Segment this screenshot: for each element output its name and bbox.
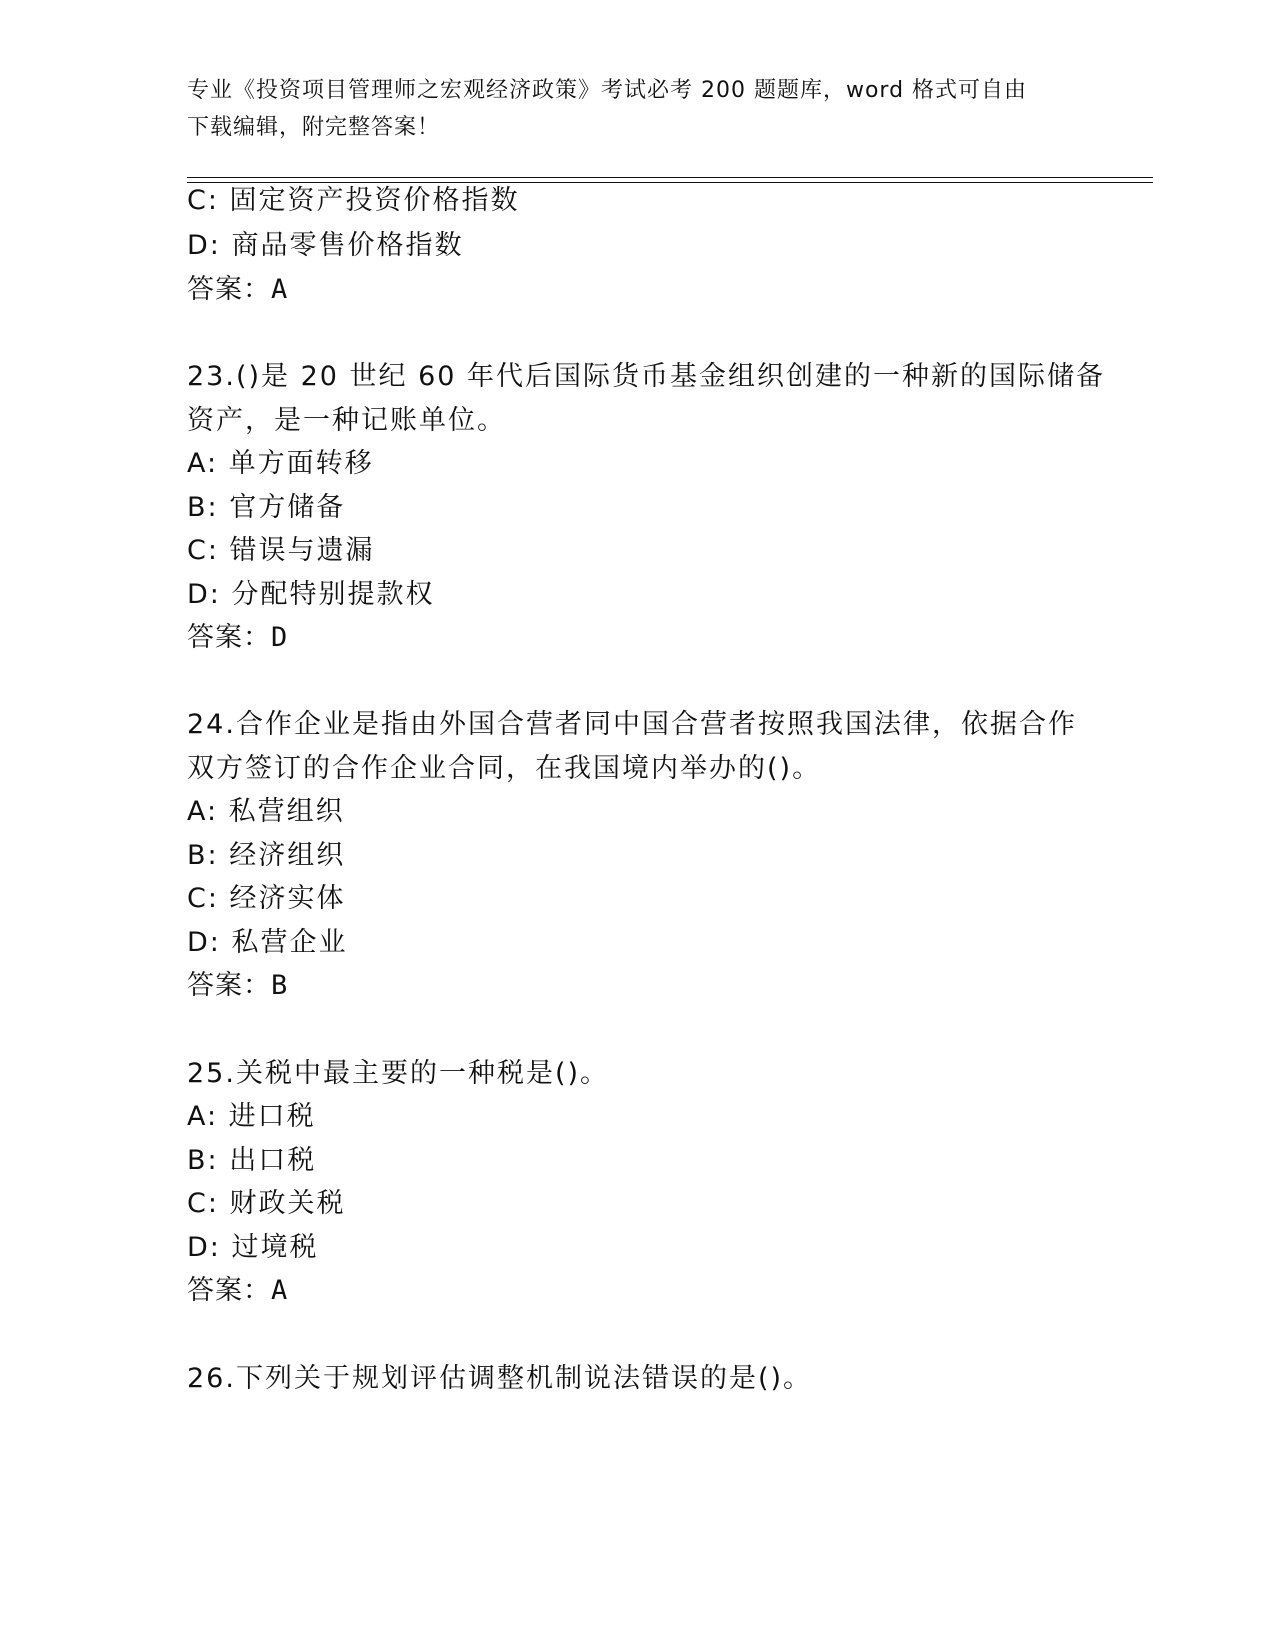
q23-option-d: D: 分配特别提款权	[187, 579, 435, 610]
answer-label: 答案：	[187, 970, 271, 1001]
header-line-2: 下载编辑，附完整答案！	[187, 115, 441, 140]
answer-label: 答案：	[187, 622, 271, 653]
answer-label: 答案：	[187, 274, 271, 305]
q25-option-b: B: 出口税	[187, 1145, 317, 1176]
q25-option-d: D: 过境税	[187, 1232, 319, 1263]
q24-stem-line-2: 双方签订的合作企业合同，在我国境内举办的()。	[187, 753, 822, 784]
q25-option-a: A: 进口税	[187, 1101, 316, 1132]
q23-stem-line-1: 23.()是 20 世纪 60 年代后国际货币基金组织创建的一种新的国际储备	[187, 361, 1106, 392]
q24-option-b: B: 经济组织	[187, 840, 346, 871]
q25-option-c: C: 财政关税	[187, 1188, 346, 1219]
q25-answer	[187, 1268, 288, 1314]
q23-option-a: A: 单方面转移	[187, 448, 374, 479]
q24-answer	[187, 963, 288, 1009]
prev-option-c: C: 固定资产投资价格指数	[187, 185, 520, 216]
q24-option-d: D: 私营企业	[187, 927, 348, 958]
q25-stem-line-1: 25.关税中最主要的一种税是()。	[187, 1058, 610, 1089]
q23-option-c: C: 错误与遗漏	[187, 535, 375, 566]
answer-value: B	[271, 970, 289, 1001]
header-line-1: 专业《投资项目管理师之宏观经济政策》考试必考 200 题题库，word 格式可自由	[187, 78, 1028, 103]
answer-label: 答案：	[187, 1275, 271, 1306]
prev-answer	[187, 267, 288, 313]
answer-value: A	[271, 274, 289, 305]
q23-option-b: B: 官方储备	[187, 492, 346, 523]
q26-stem-line-1: 26.下列关于规划评估调整机制说法错误的是()。	[187, 1363, 813, 1394]
document-header	[187, 72, 1087, 146]
prev-option-d: D: 商品零售价格指数	[187, 230, 464, 261]
q23-stem-line-2: 资产，是一种记账单位。	[187, 405, 506, 436]
answer-value: D	[271, 622, 289, 653]
q24-option-a: A: 私营组织	[187, 796, 345, 827]
q24-stem-line-1: 24.合作企业是指由外国合营者同中国合营者按照我国法律，依据合作	[187, 709, 1077, 740]
q23-answer	[187, 615, 288, 661]
answer-value: A	[271, 1275, 289, 1306]
q24-option-c: C: 经济实体	[187, 883, 346, 914]
